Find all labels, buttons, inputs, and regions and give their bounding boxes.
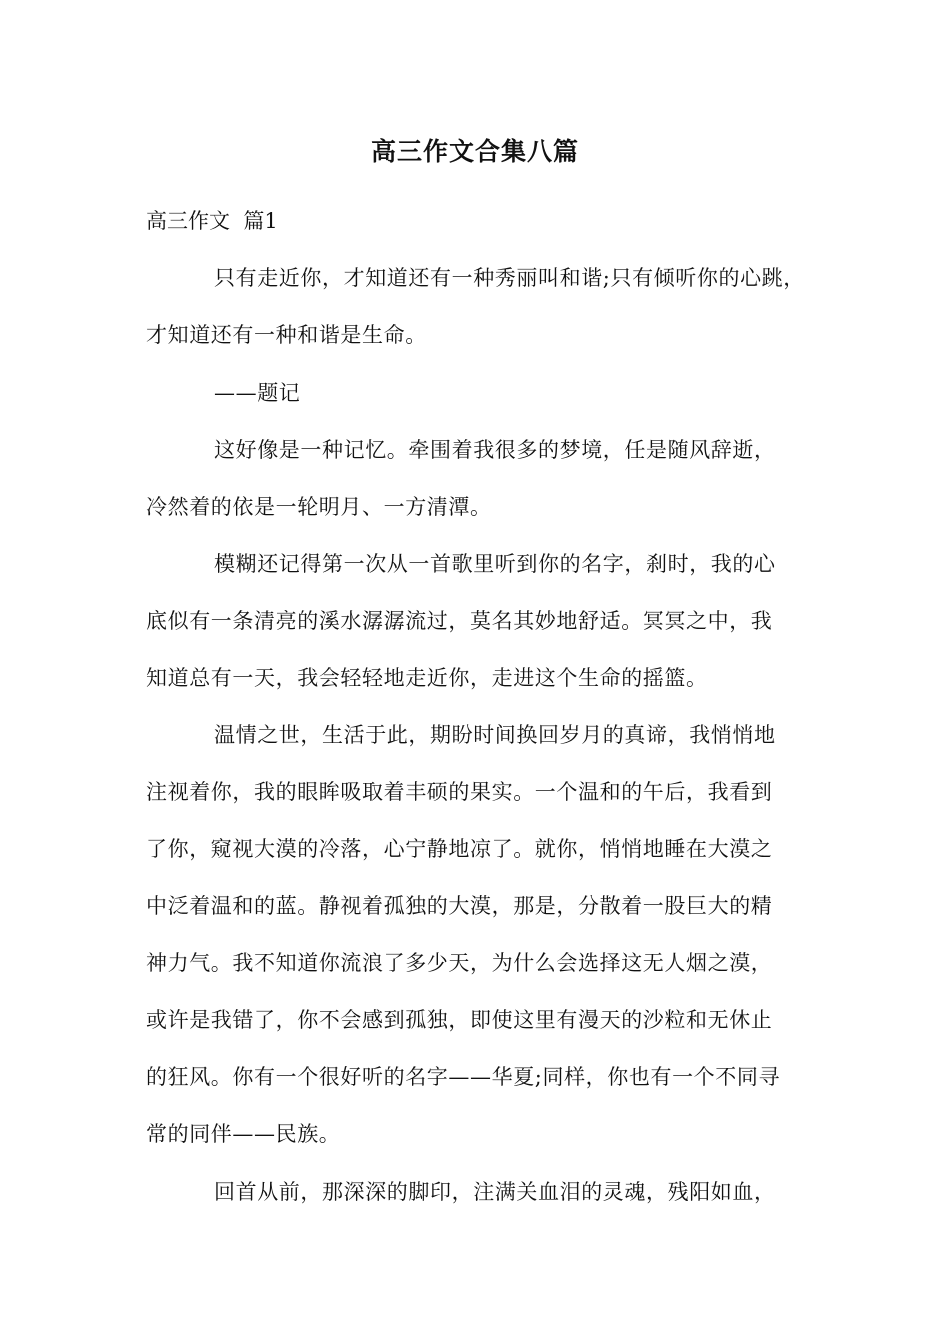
text-line: 只有走近你，才知道还有一种秀丽叫和谐;只有倾听你的心跳， xyxy=(214,266,805,290)
text-line: 中泛着温和的蓝。静视着孤独的大漠，那是，分散着一股巨大的精 xyxy=(146,894,773,918)
text-line: 或许是我错了，你不会感到孤独，即使这里有漫天的沙粒和无休止 xyxy=(146,1008,773,1032)
text-line: 才知道还有一种和谐是生命。 xyxy=(146,323,427,347)
text-line: 常的同伴——民族。 xyxy=(146,1122,341,1146)
text-line: 温情之世，生活于此，期盼时间换回岁月的真谛，我悄悄地 xyxy=(214,723,776,747)
text-line: 回首从前，那深深的脚印，注满关血泪的灵魂，残阳如血， xyxy=(214,1180,776,1204)
section-heading: 高三作文 篇1 xyxy=(146,209,278,233)
text-line: 冷然着的依是一轮明月、一方清潭。 xyxy=(146,495,492,519)
text-line: 的狂风。你有一个很好听的名字——华夏;同样，你也有一个不同寻 xyxy=(146,1065,781,1089)
text-line: 注视着你，我的眼眸吸取着丰硕的果实。一个温和的午后，我看到 xyxy=(146,780,773,804)
epigraph-attribution: ——题记 xyxy=(214,381,301,405)
text-line: 了你，窥视大漠的冷落，心宁静地凉了。就你，悄悄地睡在大漠之 xyxy=(146,837,773,861)
text-line: 这好像是一种记忆。牵围着我很多的梦境，任是随风辞逝， xyxy=(214,438,776,462)
text-line: 神力气。我不知道你流浪了多少天，为什么会选择这无人烟之漠， xyxy=(146,951,773,975)
text-line: 知道总有一天，我会轻轻地走近你，走进这个生命的摇篮。 xyxy=(146,666,708,690)
text-line: 底似有一条清亮的溪水潺潺流过，莫名其妙地舒适。冥冥之中，我 xyxy=(146,609,773,633)
text-line: 模糊还记得第一次从一首歌里听到你的名字，刹时，我的心 xyxy=(214,552,776,576)
document-title: 高三作文合集八篇 xyxy=(370,137,579,166)
